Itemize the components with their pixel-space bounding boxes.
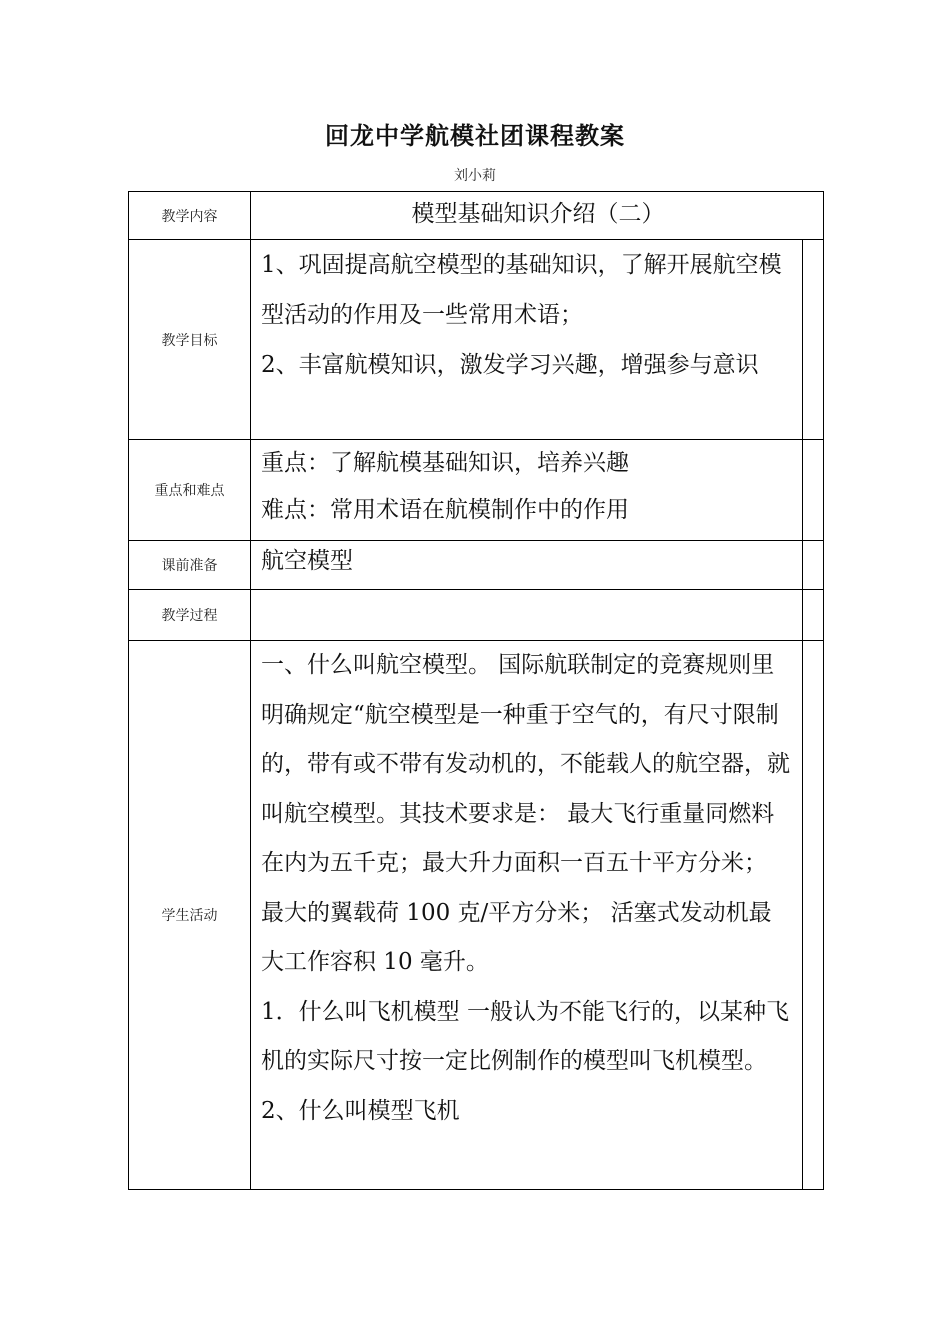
content-line: 1、巩固提高航空模型的基础知识，了解开展航空模型活动的作用及一些常用术语；	[261, 252, 782, 328]
table-row-student-activity	[129, 641, 824, 1190]
row-content	[251, 641, 803, 1190]
lesson-plan-table	[128, 191, 824, 1190]
table-row-objectives	[129, 240, 824, 440]
content-line: 一、什么叫航空模型。 国际航联制定的竞赛规则里明确规定“航空模型是一种重于空气的，有尺寸限制的，带有或不带有发动机的，不能载人的航空器，就叫航空模型。其技术要求是： 最大飞行重量同燃料在内为五千克；最大升力面积一百五十平方分米； 最大的翼载荷 100 克/平方分米； 活塞式发动机最大工作容积 10 毫升。	[261, 652, 790, 975]
content-line: 1．什么叫飞机模型 一般认为不能飞行的，以某种飞机的实际尺寸按一定比例制作的模型叫飞机模型。	[261, 998, 789, 1074]
table-row-process	[129, 590, 824, 641]
content-line: 模型基础知识介绍（二）	[411, 201, 665, 227]
table-row-key-points	[129, 440, 824, 541]
row-content	[251, 440, 803, 541]
row-content	[251, 240, 803, 440]
row-label: 重点和难点	[129, 440, 251, 541]
row-label: 学生活动	[129, 641, 251, 1190]
row-content	[251, 541, 803, 590]
content-line: 2、什么叫模型飞机	[261, 1097, 460, 1124]
row-label: 教学过程	[129, 590, 251, 641]
content-line: 难点：常用术语在航模制作中的作用	[261, 497, 629, 523]
row-label: 课前准备	[129, 541, 251, 590]
row-content	[251, 590, 803, 641]
empty-cell	[803, 541, 824, 590]
row-label: 教学内容	[129, 192, 251, 240]
table-row-content	[129, 192, 824, 240]
content-line: 2、丰富航模知识，激发学习兴趣，增强参与意识	[261, 352, 759, 378]
content-line: 航空模型	[261, 548, 353, 574]
document-title: 回龙中学航模社团课程教案	[325, 122, 625, 150]
row-content	[251, 192, 824, 240]
empty-cell	[803, 440, 824, 541]
empty-cell	[803, 240, 824, 440]
row-label: 教学目标	[129, 240, 251, 440]
content-line: 重点：了解航模基础知识，培养兴趣	[261, 450, 629, 476]
empty-cell	[803, 590, 824, 641]
table-row-preparation	[129, 541, 824, 590]
empty-cell	[803, 641, 824, 1190]
document-author: 刘小莉	[454, 168, 496, 184]
